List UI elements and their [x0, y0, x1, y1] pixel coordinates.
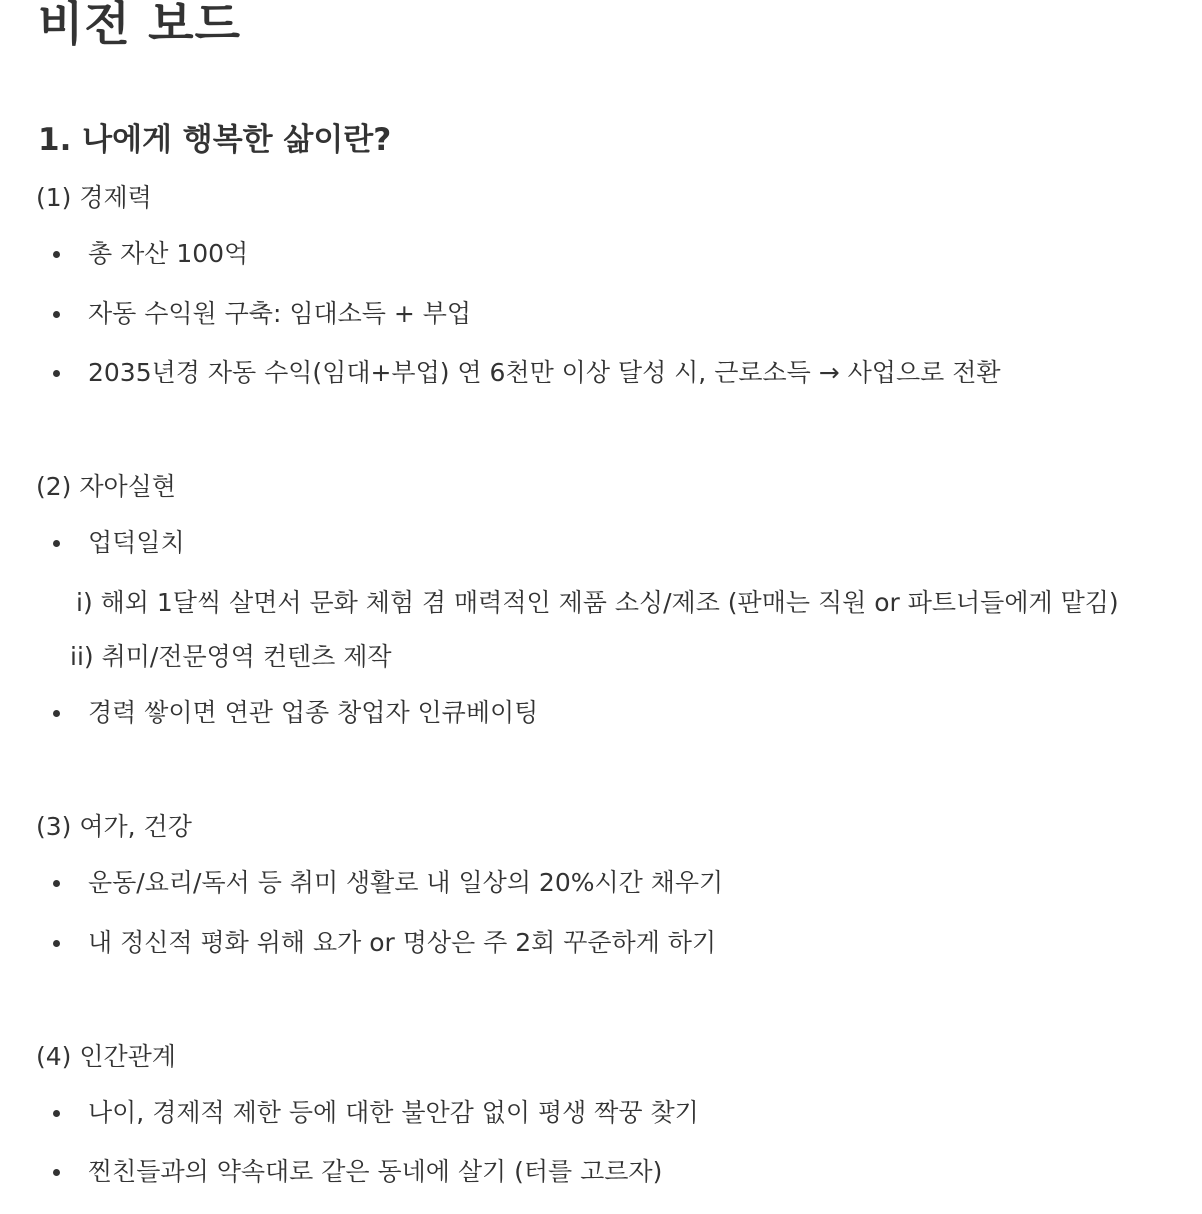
section-heading: 1. 나에게 행복한 삶이란? — [38, 122, 392, 158]
list-item: 찐친들과의 약속대로 같은 동네에 살기 (터를 고르자) — [88, 1155, 662, 1189]
list-item: 2035년경 자동 수익(임대+부업) 연 6천만 이상 달성 시, 근로소득 → 사업으로 전환 — [88, 356, 1001, 390]
list-item: 나이, 경제적 제한 등에 대한 불안감 없이 평생 짝꿍 찾기 — [88, 1096, 699, 1130]
section-label-self-realization: (2) 자아실현 — [36, 472, 176, 501]
list-item: 업덕일치 — [88, 526, 185, 560]
section-label-economy: (1) 경제력 — [36, 183, 152, 212]
list-item: 경력 쌓이면 연관 업종 창업자 인큐베이팅 — [88, 696, 538, 730]
list-item: 총 자산 100억 — [88, 237, 248, 271]
list-item: 내 정신적 평화 위해 요가 or 명상은 주 2회 꾸준하게 하기 — [88, 926, 716, 960]
sub-list-item: ii) 취미/전문영역 컨텐츠 제작 — [70, 642, 392, 671]
section-label-relationships: (4) 인간관계 — [36, 1042, 176, 1071]
list-item: 운동/요리/독서 등 취미 생활로 내 일상의 20%시간 채우기 — [88, 866, 723, 900]
sub-list-item: i) 해외 1달씩 살면서 문화 체험 겸 매력적인 제품 소싱/제조 (판매는 직원 or 파트너들에게 맡김) — [76, 588, 1119, 617]
section-label-leisure-health: (3) 여가, 건강 — [36, 812, 192, 841]
list-item: 자동 수익원 구축: 임대소득 + 부업 — [88, 297, 471, 331]
page-title: 비전 보드 — [38, 0, 241, 52]
